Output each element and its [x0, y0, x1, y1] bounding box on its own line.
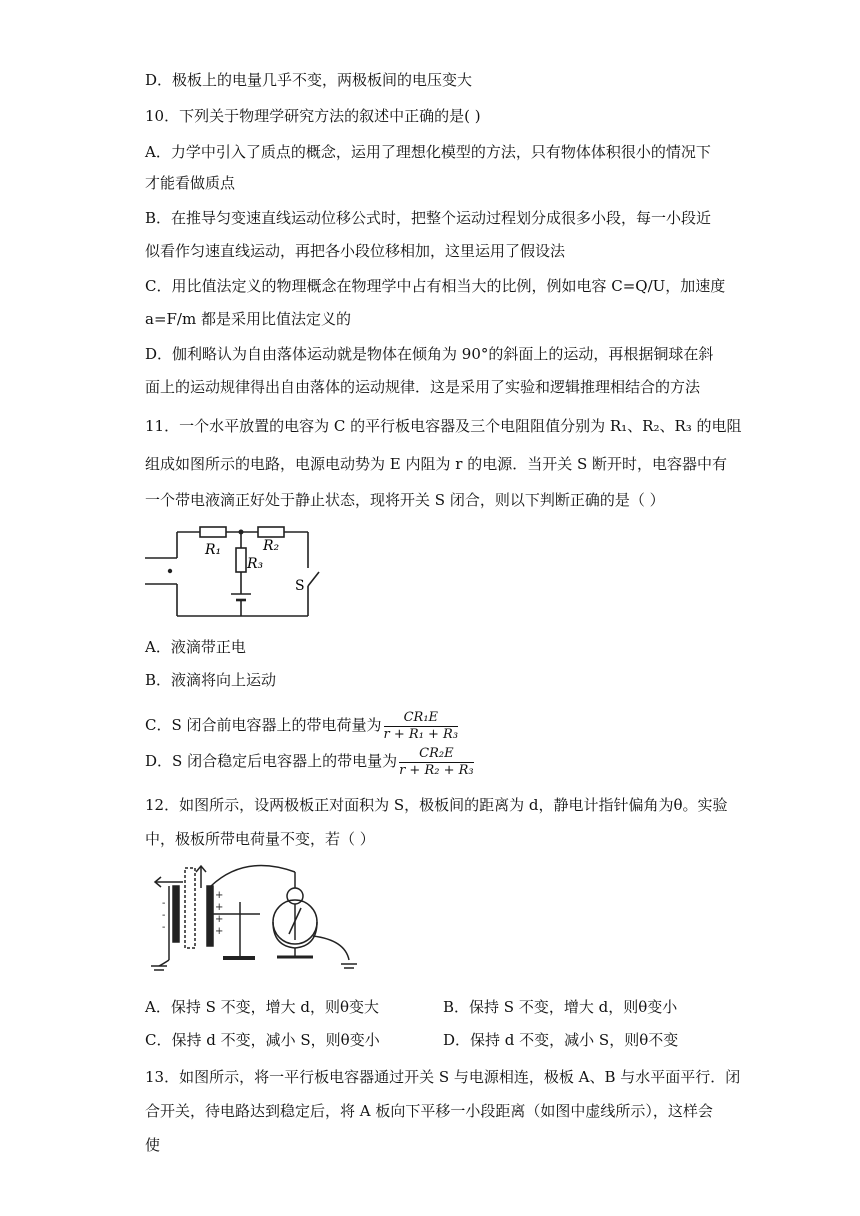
q10-stem: 10．下列关于物理学研究方法的叙述中正确的是( ) [145, 107, 481, 125]
fraction-numerator: CR₁E [384, 710, 459, 727]
q12-option-c: C．保持 d 不变，减小 S，则θ变小 [145, 1031, 380, 1049]
q12-stem-2: 中，极板所带电荷量不变，若（ ） [145, 830, 375, 848]
q10-option-c: C．用比值法定义的物理概念在物理学中占有相当大的比例，例如电容 C=Q/U，加速度 [145, 277, 726, 295]
q10-option-d-cont: 面上的运动规律得出自由落体的运动规律．这是采用了实验和逻辑推理相结合的方法 [145, 378, 701, 396]
q11-stem: 11．一个水平放置的电容为 C 的平行板电容器及三个电阻阻值分别为 R₁、R₂、R₃ 的电阻 [145, 417, 742, 435]
q13-stem-2: 合开关，待电路达到稳定后，将 A 板向下平移一小段距离（如图中虚线所示），这样会 [145, 1102, 713, 1120]
circuit-figure [145, 520, 335, 625]
q11-option-d-text: D．S 闭合稳定后电容器上的带电量为 [145, 752, 398, 770]
q11-option-a: A．液滴带正电 [145, 638, 246, 656]
r2-label: R₂ [263, 538, 280, 554]
svg-text:+: + [215, 914, 224, 925]
fraction-denominator: r + R₂ + R₃ [399, 762, 474, 778]
q12-option-d: D．保持 d 不变，减小 S，则θ不变 [443, 1031, 679, 1049]
q11-option-c-text: C．S 闭合前电容器上的带电荷量为 [145, 716, 382, 734]
q11-option-c-fraction [384, 710, 459, 743]
q11-option-b: B．液滴将向上运动 [145, 671, 277, 689]
r1-label: R₁ [205, 542, 222, 558]
electrometer-figure [145, 860, 365, 975]
q10-option-c-cont: a=F/m 都是采用比值法定义的 [145, 310, 351, 328]
q9-option-d: D．极板上的电量几乎不变，两极板间的电压变大 [145, 71, 473, 89]
fraction-denominator: r + R₁ + R₃ [383, 726, 459, 742]
svg-text:+: + [215, 926, 224, 937]
q10-option-b: B．在推导匀变速直线运动位移公式时，把整个运动过程划分成很多小段，每一小段近 [145, 209, 712, 227]
q12-stem: 12．如图所示，设两极板正对面积为 S，极板间的距离为 d，静电计指针偏角为θ。实验 [145, 796, 728, 814]
q12-option-a: A．保持 S 不变，增大 d，则θ变大 [145, 998, 380, 1016]
q10-option-a-cont: 才能看做质点 [145, 174, 236, 192]
q13-stem-3: 使 [145, 1136, 161, 1154]
q11-stem-3: 一个带电液滴正好处于静止状态，现将开关 S 闭合，则以下判断正确的是（ ） [145, 491, 665, 509]
r3-label: R₃ [247, 556, 264, 572]
svg-text:-: - [162, 898, 166, 909]
q11-stem-2: 组成如图所示的电路，电源电动势为 E 内阻为 r 的电源．当开关 S 断开时，电容器中有 [145, 455, 728, 473]
switch-label: S [295, 578, 305, 594]
svg-text:-: - [162, 910, 166, 921]
q11-option-c [145, 705, 458, 745]
svg-text:+: + [215, 890, 224, 901]
q11-option-d-fraction [399, 746, 474, 779]
svg-text:+: + [215, 902, 224, 913]
q10-option-b-cont: 似看作匀速直线运动，再把各小段位移相加，这里运用了假设法 [145, 242, 566, 260]
q13-stem: 13．如图所示，将一平行板电容器通过开关 S 与电源相连，极板 A、B 与水平面平行．闭 [145, 1068, 741, 1086]
q11-option-d [145, 741, 474, 781]
q12-option-b: B．保持 S 不变，增大 d，则θ变小 [443, 998, 678, 1016]
q10-option-d: D．伽利略认为自由落体运动就是物体在倾角为 90°的斜面上的运动，再根据铜球在斜 [145, 345, 714, 363]
q10-option-a: A．力学中引入了质点的概念，运用了理想化模型的方法，只有物体体积很小的情况下 [145, 143, 711, 161]
svg-text:-: - [162, 922, 166, 933]
fraction-numerator: CR₂E [399, 746, 474, 763]
